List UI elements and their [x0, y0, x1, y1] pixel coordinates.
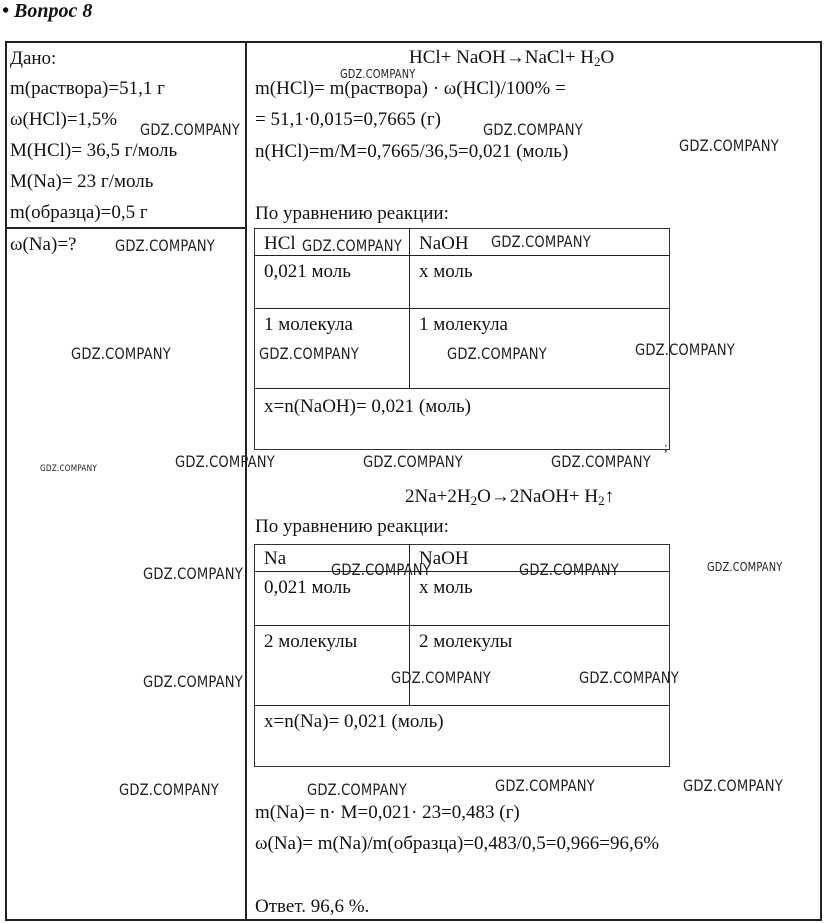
table1-row-divider [254, 308, 670, 309]
watermark: GDZ.COMPANY [683, 776, 783, 795]
table-divider-vertical [245, 41, 247, 921]
calc-moles-hcl: n(HCl)=m/M=0,7665/36,5=0,021 (моль) [255, 141, 569, 162]
watermark: GDZ.COMPANY [519, 560, 619, 579]
watermark: GDZ.COMPANY [71, 344, 171, 363]
table1-row-divider [254, 388, 670, 389]
table1-cell: 0,021 моль [264, 261, 351, 282]
watermark: GDZ.COMPANY [340, 67, 416, 81]
by-equation-label-1: По уравнению реакции: [255, 203, 449, 224]
given-line: ω(HCl)=1,5% [10, 109, 118, 130]
table2-cell: 0,021 моль [264, 577, 351, 598]
table-border-right [820, 41, 822, 921]
watermark: GDZ.COMPANY [119, 780, 219, 799]
table1-header-1: HCl [264, 233, 296, 254]
watermark: GDZ.COMPANY [259, 344, 359, 363]
watermark: GDZ.COMPANY [143, 672, 243, 691]
given-line: m(образца)=0,5 г [10, 202, 148, 223]
watermark: GDZ.COMPANY [495, 776, 595, 795]
table1-col-divider [409, 228, 410, 389]
find-label: ω(Na)=? [10, 234, 77, 255]
table1-cell: 1 молекула [264, 314, 353, 335]
given-title: Дано: [10, 48, 57, 69]
calc-mass-hcl: m(HCl)= m(раствора) · ω(HCl)/100% = [255, 78, 566, 99]
watermark: GDZ.COMPANY [679, 136, 779, 155]
table1-row-divider [254, 255, 670, 256]
watermark: GDZ.COMPANY [491, 232, 591, 251]
watermark: GDZ.COMPANY [302, 236, 402, 255]
reaction-equation-1: HCl+ NaOH→NaCl+ $H_2O$ [409, 47, 615, 69]
table2-header-2: NaOH [419, 548, 469, 569]
watermark: GDZ.COMPANY [175, 452, 275, 471]
reaction-equation-2: $2Na+2H_2O\to 2NaOH+$ $H_2↑$ [405, 486, 615, 508]
answer: Ответ. 96,6 %. [255, 896, 370, 917]
watermark: GDZ.COMPANY [115, 236, 215, 255]
watermark: GDZ.COMPANY [391, 668, 491, 687]
watermark: GDZ.COMPANY [143, 564, 243, 583]
watermark: GDZ.COMPANY [140, 120, 240, 139]
given-line: m(раствора)=51,1 г [10, 78, 165, 99]
watermark: GDZ.COMPANY [307, 780, 407, 799]
watermark: GDZ.COMPANY [551, 452, 651, 471]
calc-mass-na: m(Na)= n· M=0,021· 23=0,483 (г) [255, 802, 520, 823]
watermark: GDZ.COMPANY [447, 344, 547, 363]
watermark: GDZ.COMPANY [331, 560, 431, 579]
table-border-top [5, 41, 822, 43]
table-border-bottom [5, 919, 822, 921]
table-border-left [5, 41, 7, 921]
watermark: GDZ.COMPANY [635, 340, 735, 359]
watermark: GDZ.COMPANY [707, 560, 783, 574]
given-line: M(Na)= 23 г/моль [10, 171, 154, 192]
question-heading: • Вопрос 8 [2, 0, 93, 22]
table2-cell: 2 молекулы [419, 631, 513, 652]
table1-result: x=n(NaOH)= 0,021 (моль) [264, 396, 472, 417]
given-line: M(HCl)= 36,5 г/моль [10, 140, 178, 161]
table2-row-divider [254, 625, 670, 626]
table1-cell: x моль [419, 261, 473, 282]
calc-fraction-na: ω(Na)= m(Na)/m(образца)=0,483/0,5=0,966=96,6% [255, 833, 660, 854]
watermark: GDZ.COMPANY [579, 668, 679, 687]
watermark: GDZ.COMPANY [483, 120, 583, 139]
table2-header-1: Na [264, 548, 287, 569]
watermark: GDZ.COMPANY [40, 464, 98, 474]
table2-cell: x моль [419, 577, 473, 598]
table2-result: x=n(Na)= 0,021 (моль) [264, 711, 444, 732]
table2-row-divider [254, 705, 670, 706]
table2-cell: 2 молекулы [264, 631, 358, 652]
by-equation-label-2: По уравнению реакции: [255, 516, 449, 537]
table1-cell: 1 молекула [419, 314, 508, 335]
calc-mass-hcl-value: = 51,1·0,015=0,7665 (г) [255, 109, 441, 130]
watermark: GDZ.COMPANY [363, 452, 463, 471]
stray-semicolon: ; [664, 439, 668, 454]
table1-header-2: NaOH [419, 233, 469, 254]
given-find-divider [5, 227, 246, 229]
